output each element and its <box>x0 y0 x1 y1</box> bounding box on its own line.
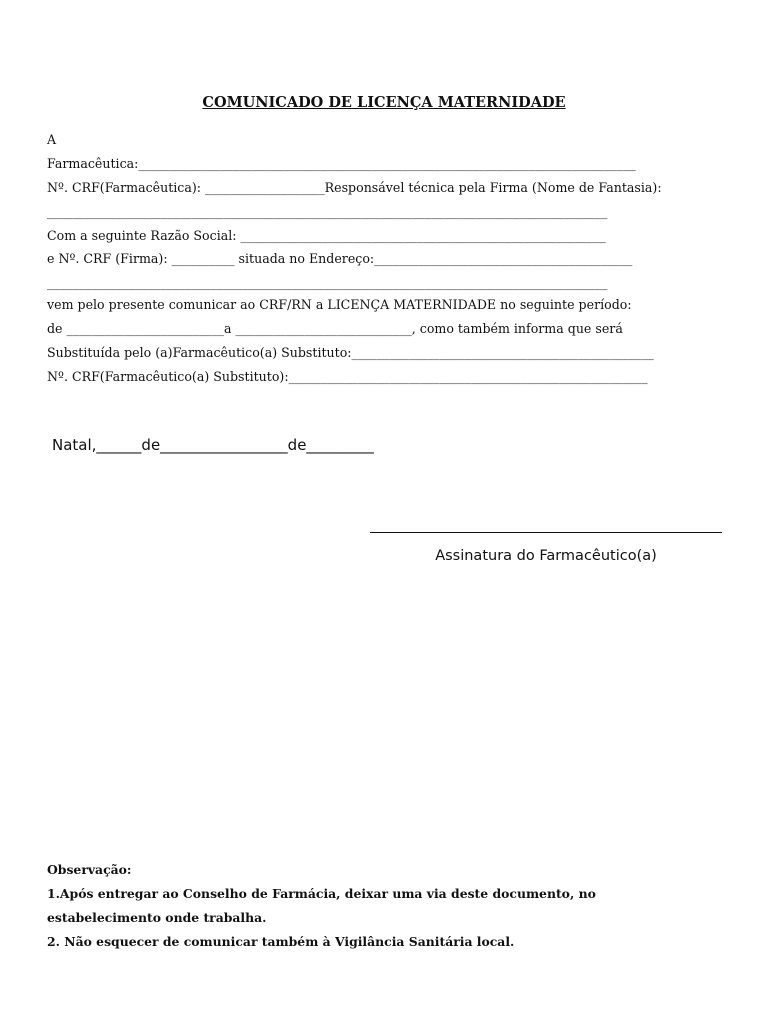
period-field: de _________________________a ____________________________, como também informa que será <box>47 321 623 336</box>
address-continuation-field: _________________________________________________________________________________________ <box>47 275 608 290</box>
observation-item: estabelecimento onde trabalha. <box>47 910 267 925</box>
substitute-name-field: Substituída pelo (a)Farmacêutico(a) Substituto:________________________________________________ <box>47 345 654 360</box>
place-date-line: Natal,______de_________________de_________ <box>52 436 374 454</box>
observations-heading: Observação: <box>47 862 132 877</box>
document-title: COMUNICADO DE LICENÇA MATERNIDADE <box>202 94 566 111</box>
pharmacist-name-field: Farmacêutica:_______________________________________________________________________________ <box>47 156 636 171</box>
pharmacist-crf-field: Nº. CRF(Farmacêutica): ___________________Responsável técnica pela Firma (Nome de Fantasia): <box>47 180 662 195</box>
signature-label: Assinatura do Farmacêutico(a) <box>435 548 657 564</box>
recipient-label: A <box>47 132 57 147</box>
observation-item: 2. Não esquecer de comunicar também à Vigilância Sanitária local. <box>47 934 515 949</box>
communication-statement: vem pelo presente comunicar ao CRF/RN a LICENÇA MATERNIDADE no seguinte período: <box>47 297 632 312</box>
company-name-field: Com a seguinte Razão Social: __________________________________________________________ <box>47 228 606 243</box>
trade-name-field: _________________________________________________________________________________________ <box>47 204 608 219</box>
company-crf-address-field: e Nº. CRF (Firma): __________ situada no Endereço:_________________________________________ <box>47 251 633 266</box>
signature-line <box>370 532 722 533</box>
observation-item: 1.Após entregar ao Conselho de Farmácia, deixar uma via deste documento, no <box>47 886 596 901</box>
substitute-crf-field: Nº. CRF(Farmacêutico(a) Substituto):_________________________________________________________ <box>47 369 648 384</box>
